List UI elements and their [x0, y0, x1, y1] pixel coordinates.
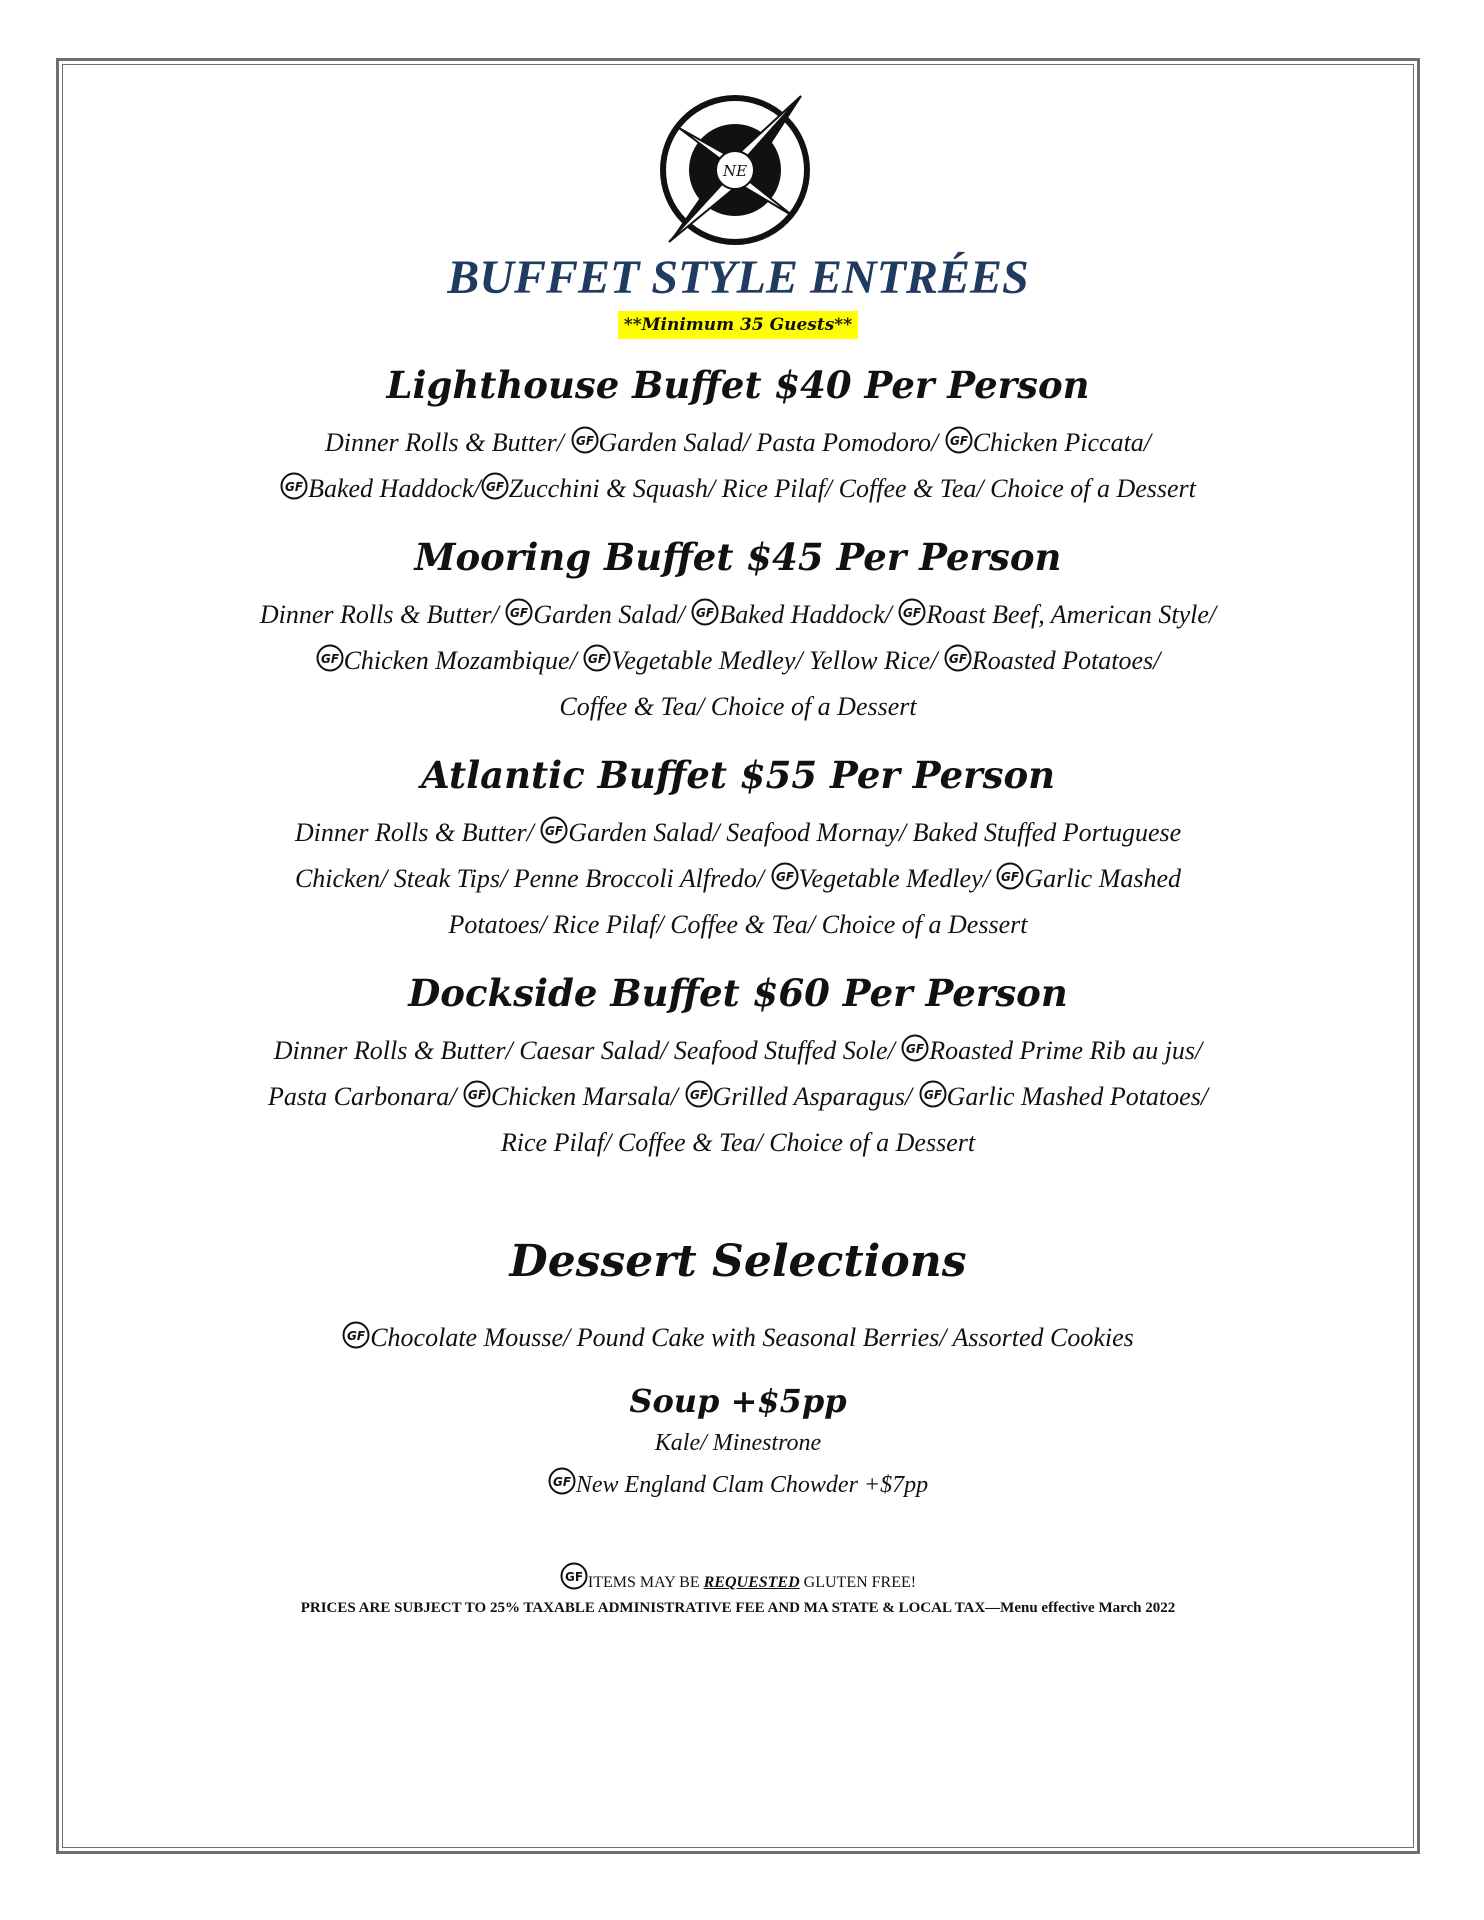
menu-content [70, 70, 1406, 1619]
dessert-section-title: Dessert Selections [509, 1236, 967, 1287]
gf-note-suffix: GLUTEN FREE! [799, 1574, 917, 1591]
buffet-items [158, 1028, 1318, 1166]
gf-icon [945, 426, 973, 454]
gf-icon [771, 862, 799, 890]
gf-icon [548, 1467, 576, 1495]
svg-text:GF: GF [510, 606, 529, 620]
menu-item-text: Chicken Mozambique/ [343, 646, 584, 675]
buffet-item-line [158, 856, 1318, 902]
menu-item-text: Vegetable Medley/ [798, 864, 997, 893]
gf-icon [901, 1034, 929, 1062]
gf-icon [898, 598, 926, 626]
menu-item-text: Dinner Rolls & Butter/ Caesar Salad/ Seafood Stuffed Sole/ [273, 1036, 902, 1065]
menu-item-text: Dinner Rolls & Butter/ [259, 600, 506, 629]
buffet-item-line [158, 902, 1318, 948]
menu-item-text: Chicken Marsala/ [490, 1082, 685, 1111]
gf-icon [996, 862, 1024, 890]
buffet-title: Lighthouse Buffet $40 Per Person [386, 363, 1090, 407]
gf-icon [583, 644, 611, 672]
buffet-title: Atlantic Buffet $55 Per Person [420, 753, 1056, 797]
menu-item-text: Zucchini & Squash/ Rice Pilaf/ Coffee & Tea/ Choice of a Dessert [508, 474, 1196, 503]
gf-icon [919, 1080, 947, 1108]
gf-note-prefix: ITEMS MAY BE [587, 1574, 704, 1591]
soup-line-1: Kale/ Minestrone [654, 1430, 822, 1456]
gf-icon [280, 472, 308, 500]
gf-note-emphasis: REQUESTED [703, 1574, 800, 1591]
gf-icon [342, 1321, 370, 1349]
buffet-item-line [158, 684, 1318, 730]
svg-text:GF: GF [545, 824, 564, 838]
svg-text:GF: GF [485, 480, 504, 494]
buffet-list [70, 362, 1406, 1166]
buffet-item-line [158, 466, 1318, 512]
buffet-item-line [158, 420, 1318, 466]
svg-text:GF: GF [696, 606, 715, 620]
menu-item-text: Vegetable Medley/ Yellow Rice/ [611, 646, 944, 675]
menu-item-text: Roasted Prime Rib au jus/ [929, 1036, 1203, 1065]
menu-item-text: Pasta Carbonara/ [267, 1082, 463, 1111]
gf-icon [505, 598, 533, 626]
menu-item-text: Potatoes/ Rice Pilaf/ Coffee & Tea/ Choice of a Dessert [448, 910, 1028, 939]
buffet-item-line [158, 638, 1318, 684]
svg-text:GF: GF [923, 1088, 942, 1102]
menu-item-text: Chicken Piccata/ [972, 428, 1152, 457]
minimum-guests-note: **Minimum 35 Guests** [618, 311, 858, 339]
svg-text:GF: GF [564, 1570, 583, 1584]
gf-icon [481, 472, 509, 500]
buffet-items [158, 592, 1318, 730]
compass-rose-logo [653, 88, 823, 248]
buffet-item-line [158, 592, 1318, 638]
svg-text:GF: GF [903, 606, 922, 620]
gf-icon [691, 598, 719, 626]
svg-text:GF: GF [689, 1088, 708, 1102]
svg-text:GF: GF [320, 652, 339, 666]
soup-line-2-text: New England Clam Chowder +$7pp [575, 1472, 929, 1498]
gf-icon [463, 1080, 491, 1108]
page-title: BUFFET STYLE ENTRÉES [447, 251, 1029, 304]
menu-item-text: Rice Pilaf/ Coffee & Tea/ Choice of a Dessert [500, 1128, 976, 1157]
menu-item-text: Garden Salad/ Pasta Pomodoro/ [598, 428, 945, 457]
svg-text:GF: GF [949, 434, 968, 448]
menu-item-text: Garden Salad/ Seafood Mornay/ Baked Stuffed Portuguese [568, 818, 1182, 847]
menu-item-text: Garlic Mashed [1024, 864, 1182, 893]
gf-icon [540, 816, 568, 844]
gluten-free-note [70, 1562, 1406, 1597]
soup-items [70, 1422, 1406, 1506]
buffet-item-line [158, 810, 1318, 856]
menu-item-text: Roast Beef, American Style/ [926, 600, 1217, 629]
buffet-items [158, 810, 1318, 948]
svg-text:GF: GF [347, 1329, 366, 1343]
menu-item-text: Garlic Mashed Potatoes/ [946, 1082, 1209, 1111]
dessert-items-text: Chocolate Mousse/ Pound Cake with Seasonal Berries/ Assorted Cookies [370, 1323, 1134, 1352]
soup-line-2 [70, 1464, 1406, 1506]
buffet-item-line [158, 1028, 1318, 1074]
menu-item-text: Garden Salad/ [533, 600, 692, 629]
buffet-section [70, 362, 1406, 512]
buffet-item-line [158, 1120, 1318, 1166]
menu-item-text: Baked Haddock/ [308, 474, 481, 503]
svg-text:GF: GF [552, 1475, 571, 1489]
menu-item-text: Roasted Potatoes/ [971, 646, 1161, 675]
menu-item-text: Dinner Rolls & Butter/ [324, 428, 571, 457]
menu-item-text: Grilled Asparagus/ [712, 1082, 919, 1111]
svg-text:GF: GF [1001, 870, 1020, 884]
svg-text:GF: GF [906, 1042, 925, 1056]
svg-text:GF: GF [575, 434, 594, 448]
svg-text:GF: GF [467, 1088, 487, 1102]
svg-text:GF: GF [285, 480, 304, 494]
buffet-item-line [158, 1074, 1318, 1120]
svg-text:GF: GF [588, 652, 607, 666]
menu-item-text: Chicken/ Steak Tips/ Penne Broccoli Alfredo/ [294, 864, 771, 893]
gf-icon [944, 644, 972, 672]
menu-item-text: Coffee & Tea/ Choice of a Dessert [559, 692, 917, 721]
buffet-section [70, 752, 1406, 948]
buffet-title: Mooring Buffet $45 Per Person [414, 535, 1062, 579]
svg-text:GF: GF [775, 870, 794, 884]
gf-icon [316, 644, 344, 672]
buffet-section [70, 534, 1406, 730]
gf-icon [560, 1562, 588, 1590]
buffet-title: Dockside Buffet $60 Per Person [408, 971, 1068, 1015]
gf-icon [685, 1080, 713, 1108]
pricing-note: PRICES ARE SUBJECT TO 25% TAXABLE ADMINISTRATIVE FEE AND MA STATE & LOCAL TAX—Menu effective March 2022 [300, 1600, 1176, 1616]
dessert-items [70, 1318, 1406, 1358]
buffet-section [70, 970, 1406, 1166]
menu-item-text: Dinner Rolls & Butter/ [294, 818, 541, 847]
gf-icon [571, 426, 599, 454]
svg-text:NE: NE [722, 162, 748, 180]
menu-item-text: Baked Haddock/ [719, 600, 899, 629]
svg-text:GF: GF [948, 652, 967, 666]
soup-section-title: Soup +$5pp [629, 1382, 847, 1420]
buffet-items [158, 420, 1318, 512]
